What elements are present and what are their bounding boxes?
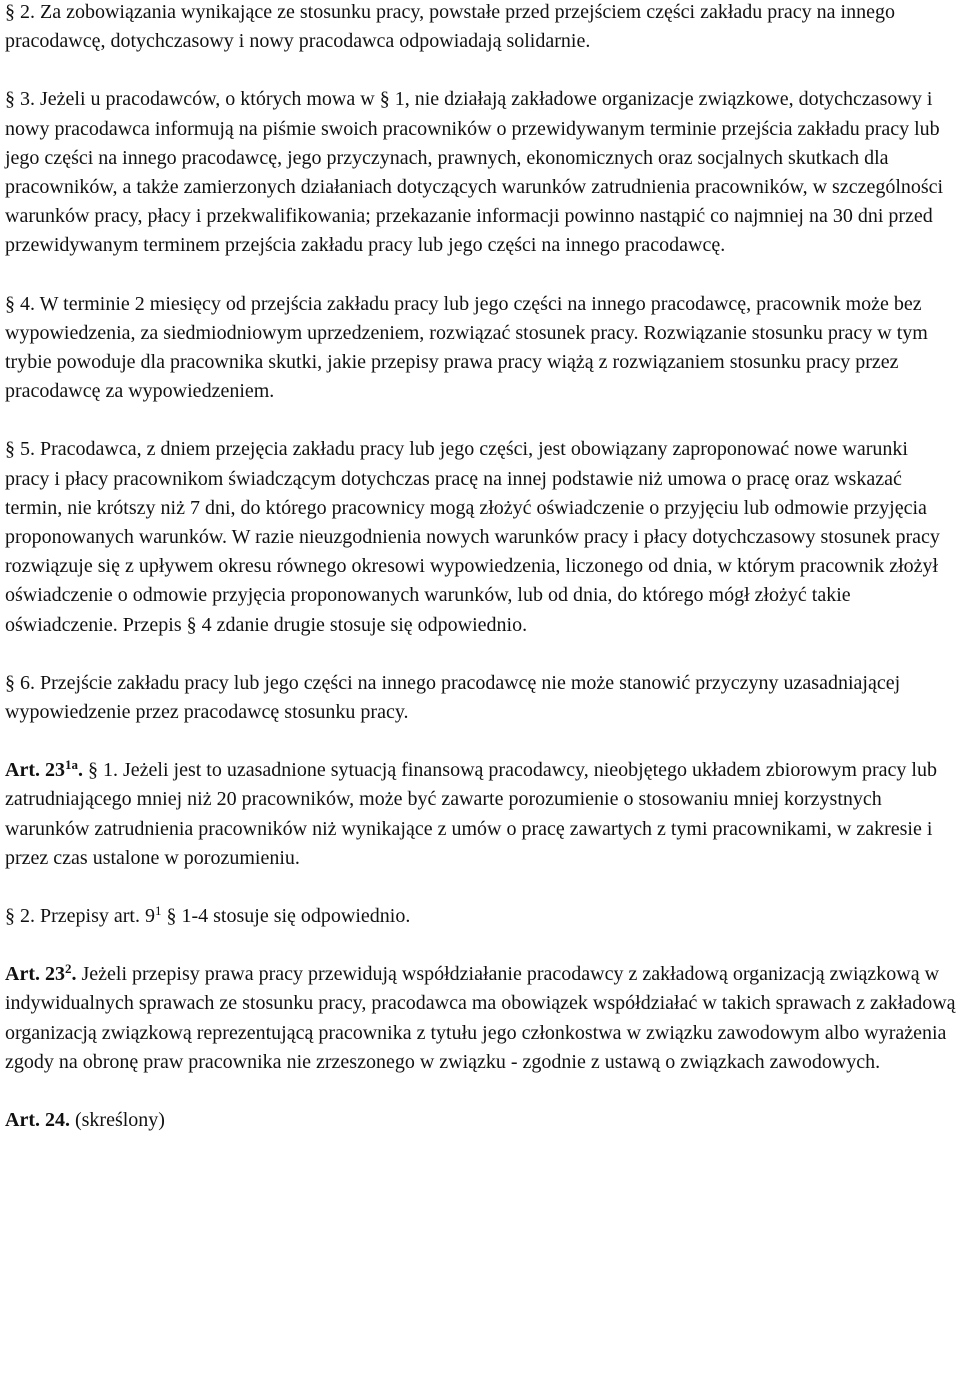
article-23-1a-label — [5, 759, 83, 781]
document-page — [5, 0, 957, 1135]
article-label-superscript: 1a — [64, 757, 78, 773]
article-23-2-paragraph — [5, 960, 957, 1077]
article-23-2-label — [5, 963, 76, 985]
section-2-text-after: § 1-4 stosuje się odpowiednio. — [161, 905, 411, 928]
section-3-paragraph: § 3. Jeżeli u pracodawców, o których mowa w § 1, nie działają zakładowe organizacje związkowe, dotychczasowy i nowy pracodawca informują na piśmie swoich pracowników o przewidywanym terminie przejścia zakładu pracy lub jego części na innego pracodawcę, jego przyczynach, prawnych, ekonomicznych oraz socjalnych skutkach dla pracowników, a także zamierzonych działaniach dotyczących warunków zatrudnienia pracowników, w szczególności warunków pracy, płacy i przekwalifikowania; przekazanie informacji powinno nastąpić co najmniej na 30 dni przed przewidywanym terminem przejścia zakładu pracy lub jego części na innego pracodawcę. — [5, 88, 944, 257]
article-reference-superscript: 1 — [154, 903, 162, 919]
section-6-paragraph: § 6. Przejście zakładu pracy lub jego części na innego pracodawcę nie może stanowić przyczyny uzasadniającej wypowiedzenie przez pracodawcę stosunku pracy. — [5, 671, 901, 724]
article-label-period: . — [71, 963, 77, 986]
article-label-superscript: 2 — [64, 961, 72, 977]
article-label-period: . — [77, 759, 83, 782]
section-2-paragraph: § 2. Za zobowiązania wynikające ze stosunku pracy, powstałe przed przejściem części zakładu pracy na innego pracodawcę, dotychczasowy i nowy pracodawca odpowiadają solidarnie. — [5, 1, 895, 53]
article-label-text: Art. 23 — [5, 963, 65, 986]
section-2-text-before: § 2. Przepisy art. 9 — [5, 905, 155, 928]
article-23-1a-paragraph — [5, 756, 957, 873]
article-label-text: Art. 23 — [5, 759, 65, 782]
article-24-label: Art. 24. — [5, 1109, 70, 1132]
section-5-paragraph: § 5. Pracodawca, z dniem przejęcia zakładu pracy lub jego części, jest obowiązany zaproponować nowe warunki pracy i płacy pracownikom świadczącym dotychczas pracę na innej podstawie niż umowa o pracę oraz wskazać termin, nie krótszy niż 7 dni, do którego pracownicy mogą złożyć oświadczenie o przyjęciu lub odmowie przyjęcia proponowanych warunków. W razie nieuzgodnienia nowych warunków pracy i płacy dotychczasowy stosunek pracy rozwiązuje się z upływem okresu równego okresowi wypowiedzenia, liczonego od dnia, w którym pracownik złożył oświadczenie o odmowie przyjęcia proponowanych warunków, lub od dnia, do którego mógł złożyć takie oświadczenie. Przepis § 4 zdanie drugie stosuje się odpowiednio. — [5, 438, 940, 636]
section-4-paragraph: § 4. W terminie 2 miesięcy od przejścia zakładu pracy lub jego części na innego pracodawcę, pracownik może bez wypowiedzenia, za siedmiodniowym uprzedzeniem, rozwiązać stosunek pracy. Rozwiązanie stosunku pracy w tym trybie powoduje dla pracownika skutki, jakie przepisy prawa pracy wiążą z rozwiązaniem stosunku pracy przez pracodawcę za wypowiedzeniem. — [5, 292, 928, 403]
article-23-2-text: Jeżeli przepisy prawa pracy przewidują współdziałanie pracodawcy z zakładową organizacją związkową w indywidualnych sprawach ze stosunku pracy, pracodawca ma obowiązek współdziałać w takich sprawach z zakładową organizacją związkową reprezentującą pracownika z tytułu jego członkostwa w związku zawodowym albo wyrażenia zgody na obronę praw pracownika nie zrzeszonego w związku - zgodnie z ustawą o związkach zawodowych. — [5, 963, 956, 1073]
article-24-text: (skreślony) — [69, 1109, 165, 1132]
article-23-1a-text: § 1. Jeżeli jest to uzasadnione sytuacją finansową pracodawcy, nieobjętego układem zbiorowym pracy lub zatrudniającego mniej niż 20 pracowników, może być zawarte porozumienie o stosowaniu mniej korzystnych warunków zatrudnienia pracowników niż wynikające z umów o pracę zawartych z tymi pracownikami, w zakresie i przez czas ustalone w porozumieniu. — [5, 759, 937, 869]
article-23-1a-section-2-paragraph — [5, 902, 957, 931]
article-24-paragraph — [5, 1106, 957, 1135]
